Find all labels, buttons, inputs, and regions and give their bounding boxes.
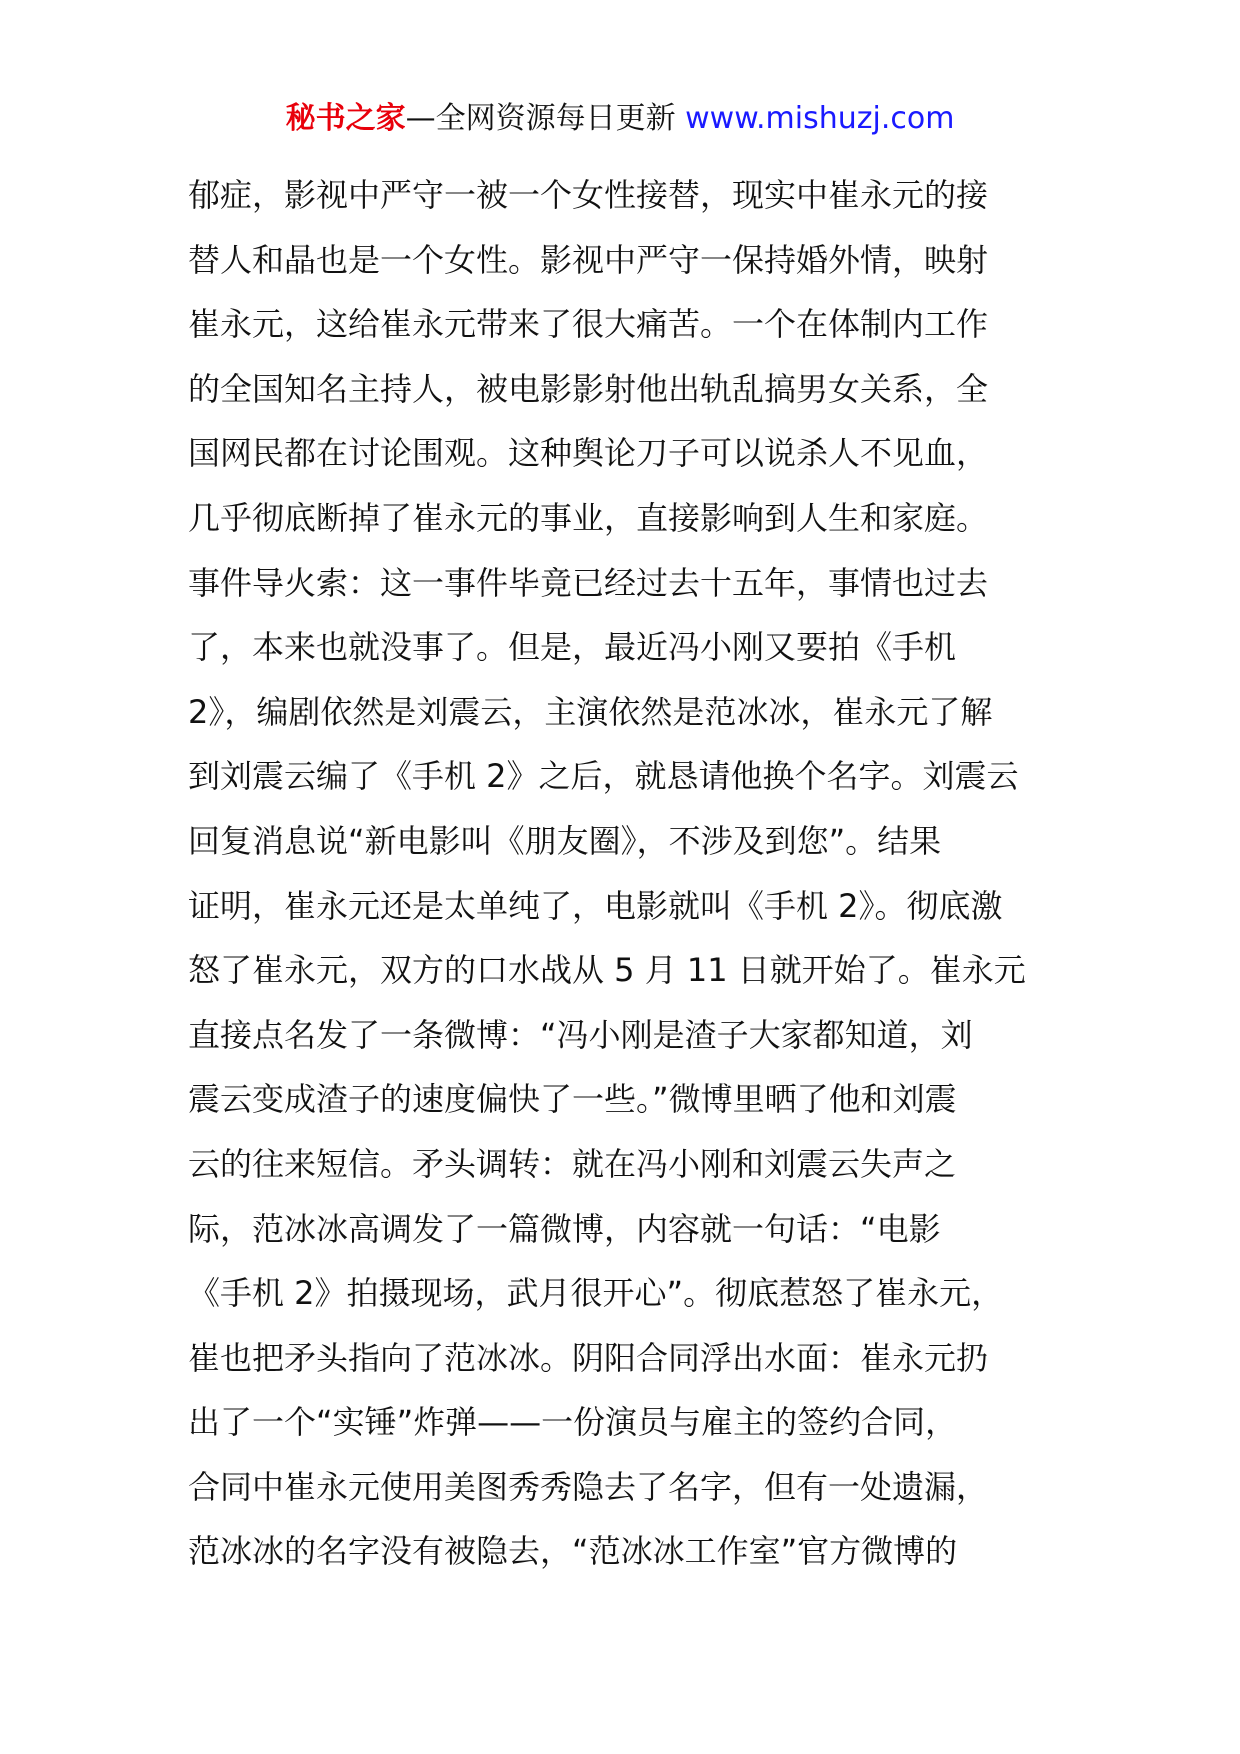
text-line: 了，本来也就没事了。但是，最近冯小刚又要拍《手机 <box>188 628 957 667</box>
brand-name: 秘书之家 <box>285 101 406 136</box>
text-line: 国网民都在讨论围观。这种舆论刀子可以说杀人不见血， <box>188 434 989 473</box>
text-line: 际，范冰冰高调发了一篇微博，内容就一句话：“电影 <box>188 1209 941 1248</box>
text-line: 云的往来短信。矛头调转：就在冯小刚和刘震云失声之 <box>188 1144 957 1183</box>
text-line: 事件导火索：这一事件毕竟已经过去十五年，事情也过去 <box>188 563 989 602</box>
text-line: 2》，编剧依然是刘震云，主演依然是范冰冰，崔永元了解 <box>188 692 993 731</box>
text-line: 合同中崔永元使用美图秀秀隐去了名字，但有一处遗漏， <box>188 1467 989 1506</box>
text-line: 范冰冰的名字没有被隐去，“范冰冰工作室”官方微博的 <box>188 1532 958 1571</box>
header-tagline: —全网资源每日更新 <box>405 101 676 136</box>
text-line: 震云变成渣子的速度偏快了一些。”微博里晒了他和刘震 <box>188 1080 957 1119</box>
text-line: 回复消息说“新电影叫《朋友圈》，不涉及到您”。结果 <box>188 821 942 860</box>
text-line: 郁症，影视中严守一被一个女性接替，现实中崔永元的接 <box>188 176 989 214</box>
website-link[interactable]: www.mishuzj.com <box>685 101 955 136</box>
text-line: 几乎彻底断掉了崔永元的事业，直接影响到人生和家庭。 <box>188 498 989 537</box>
text-line: 崔永元，这给崔永元带来了很大痛苦。一个在体制内工作 <box>188 305 989 344</box>
text-line: 崔也把矛头指向了范冰冰。阴阳合同浮出水面：崔永元扔 <box>188 1338 989 1377</box>
text-line: 出了一个“实锤”炸弹——一份演员与雇主的签约合同， <box>188 1403 958 1442</box>
text-line: 怒了崔永元，双方的口水战从 5 月 11 日就开始了。崔永元 <box>188 951 1026 990</box>
text-line: 替人和晶也是一个女性。影视中严守一保持婚外情，映射 <box>188 240 989 279</box>
text-line: 到刘震云编了《手机 2》之后，就恳请他换个名字。刘震云 <box>188 757 1019 796</box>
text-line: 的全国知名主持人，被电影影射他出轨乱搞男女关系，全 <box>188 369 989 408</box>
page-header <box>0 98 1240 140</box>
text-line: 直接点名发了一条微博：“冯小刚是渣子大家都知道，刘 <box>188 1015 973 1054</box>
text-line: 《手机 2》拍摄现场，武月很开心”。彻底惹怒了崔永元， <box>188 1274 1004 1313</box>
text-line: 证明，崔永元还是太单纯了，电影就叫《手机 2》。彻底激 <box>188 886 1003 925</box>
document-body <box>188 163 1068 1584</box>
